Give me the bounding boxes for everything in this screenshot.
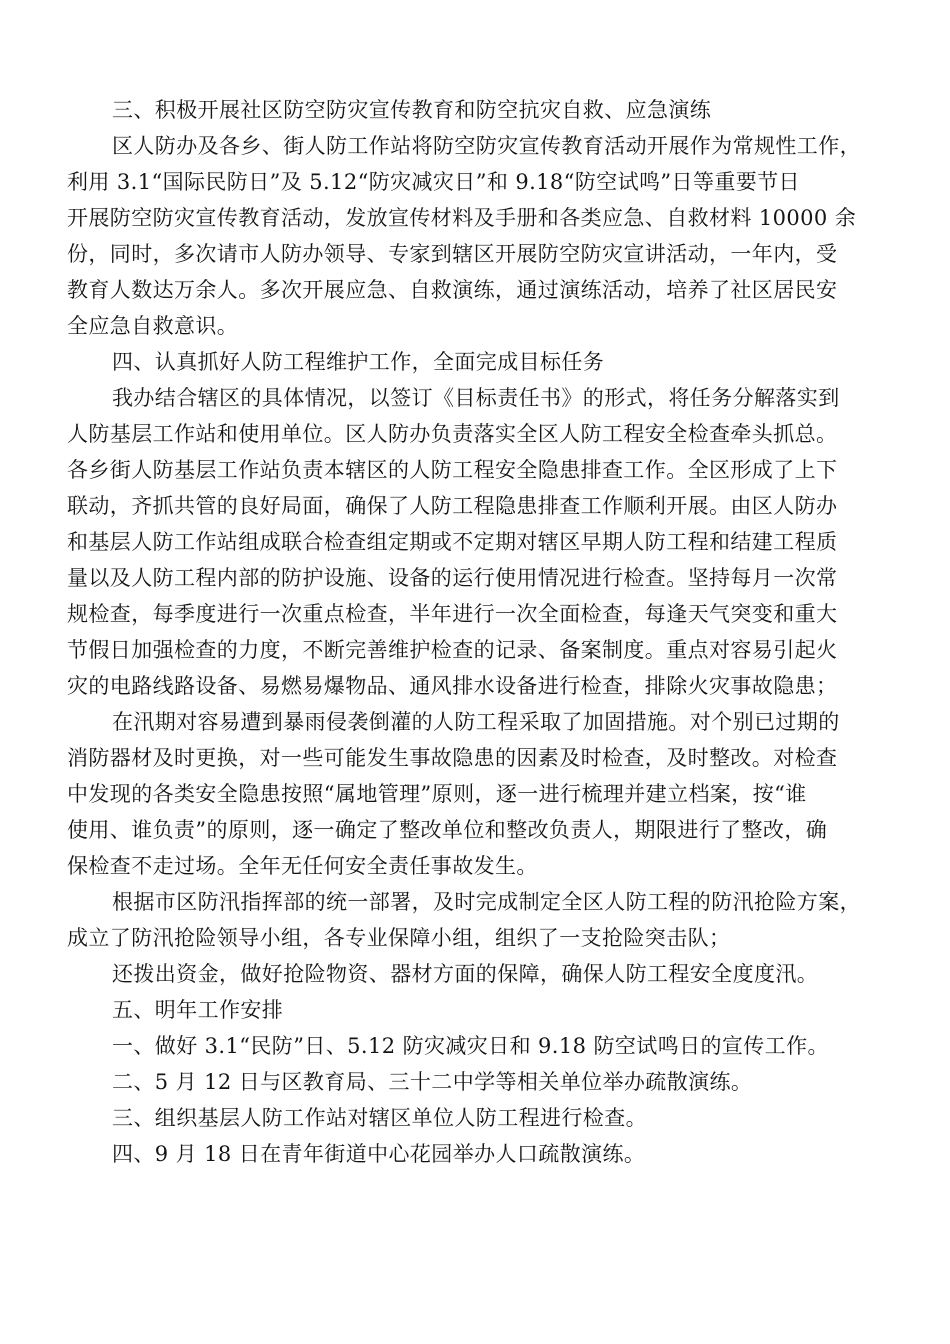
- paragraph-line: 联动，齐抓共管的良好局面，确保了人防工程隐患排查工作顺利开展。由区人防办: [67, 494, 838, 518]
- paragraph-line: 成立了防汛抢险领导小组，各专业保障小组，组织了一支抢险突击队；: [67, 926, 731, 950]
- paragraph-line: 规检查，每季度进行一次重点检查，半年进行一次全面检查，每逢天气突变和重大: [67, 602, 838, 626]
- plan-item-1: 一、做好 3.1“民防”日、5.12 防灾减灾日和 9.18 防空试鸣日的宣传工作。: [112, 1034, 829, 1058]
- plan-item-4: 四、9 月 18 日在青年街道中心花园举办人口疏散演练。: [112, 1142, 646, 1166]
- section-heading-4: 四、认真抓好人防工程维护工作，全面完成目标任务: [112, 350, 605, 374]
- paragraph-line: 灾的电路线路设备、易燃易爆物品、通风排水设备进行检查，排除火灾事故隐患；: [67, 674, 838, 698]
- paragraph-line: 根据市区防汛指挥部的统一部署，及时完成制定全区人防工程的防汛抢险方案，: [112, 890, 861, 914]
- paragraph-line: 份，同时，多次请市人防办领导、专家到辖区开展防空防灾宣讲活动，一年内，受: [67, 242, 838, 266]
- paragraph-line: 利用 3.1“国际民防日”及 5.12“防灾减灾日”和 9.18“防空试鸣”日等重要节日: [67, 170, 800, 194]
- paragraph-line: 我办结合辖区的具体情况，以签订《目标责任书》的形式，将任务分解落实到: [112, 386, 840, 410]
- paragraph-line: 量以及人防工程内部的防护设施、设备的运行使用情况进行检查。坚持每月一次常: [67, 566, 838, 590]
- paragraph-line: 保检查不走过场。全年无任何安全责任事故发生。: [67, 854, 538, 878]
- plan-item-2: 二、5 月 12 日与区教育局、三十二中学等相关单位举办疏散演练。: [112, 1070, 753, 1094]
- paragraph-line: 各乡街人防基层工作站负责本辖区的人防工程安全隐患排查工作。全区形成了上下: [67, 458, 838, 482]
- paragraph-line: 开展防空防灾宣传教育活动，发放宣传材料及手册和各类应急、自救材料 10000 余: [67, 206, 857, 230]
- paragraph-line: 节假日加强检查的力度，不断完善维护检查的记录、备案制度。重点对容易引起火: [67, 638, 838, 662]
- paragraph-line: 在汛期对容易遭到暴雨侵袭倒灌的人防工程采取了加固措施。对个别已过期的: [112, 710, 840, 734]
- paragraph-line: 教育人数达万余人。多次开展应急、自救演练，通过演练活动，培养了社区居民安: [67, 278, 838, 302]
- plan-item-3: 三、组织基层人防工作站对辖区单位人防工程进行检查。: [112, 1106, 647, 1130]
- paragraph-line: 全应急自救意识。: [67, 314, 239, 338]
- paragraph-line: 和基层人防工作站组成联合检查组定期或不定期对辖区早期人防工程和结建工程质: [67, 530, 838, 554]
- paragraph-line: 中发现的各类安全隐患按照“属地管理”原则，逐一进行梳理并建立档案，按“谁: [67, 782, 807, 806]
- paragraph-line: 还拨出资金，做好抢险物资、器材方面的保障，确保人防工程安全度度汛。: [112, 962, 819, 986]
- paragraph-line: 消防器材及时更换，对一些可能发生事故隐患的因素及时检查，及时整改。对检查: [67, 746, 838, 770]
- section-heading-3: 三、积极开展社区防空防灾宣传教育和防空抗灾自救、应急演练: [112, 98, 712, 122]
- paragraph-line: 人防基层工作站和使用单位。区人防办负责落实全区人防工程安全检查牵头抓总。: [67, 422, 838, 446]
- section-heading-5: 五、明年工作安排: [112, 998, 284, 1022]
- paragraph-line: 区人防办及各乡、街人防工作站将防空防灾宣传教育活动开展作为常规性工作，: [112, 134, 861, 158]
- paragraph-line: 使用、谁负责”的原则，逐一确定了整改单位和整改负责人，期限进行了整改，确: [67, 818, 828, 842]
